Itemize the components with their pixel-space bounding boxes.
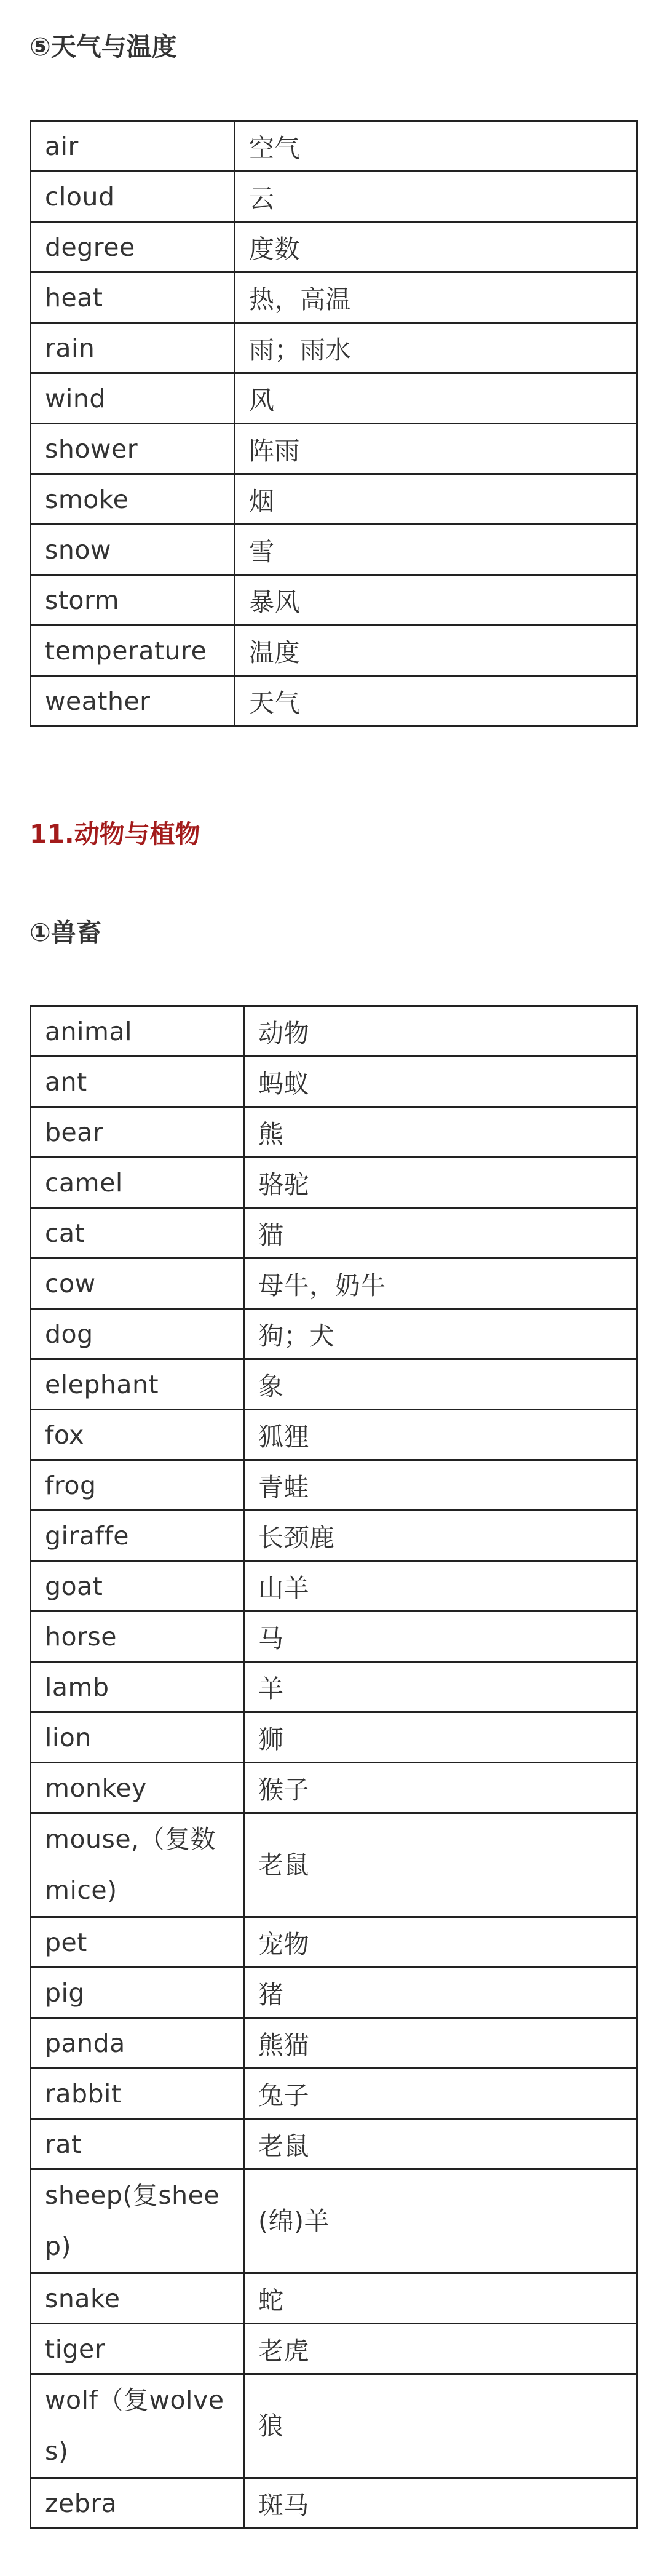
table-row xyxy=(31,1612,638,1662)
table-row xyxy=(31,1158,638,1208)
chinese-meaning-cell: 母牛，奶牛 xyxy=(244,1258,638,1309)
table-row xyxy=(31,1057,638,1107)
chinese-meaning-cell: 斑马 xyxy=(244,2478,638,2529)
table-row xyxy=(31,1917,638,1968)
chinese-meaning-cell: 蚂蚁 xyxy=(244,1057,638,1107)
weather-vocab-table xyxy=(30,120,638,727)
english-word-cell: ant xyxy=(31,1057,244,1107)
english-word-cell: fox xyxy=(31,1410,244,1460)
table-row xyxy=(31,2324,638,2374)
english-word-cell: smoke xyxy=(31,474,235,525)
table-row xyxy=(31,1460,638,1511)
english-word-cell: elephant xyxy=(31,1359,244,1410)
animals-subheading: ①兽畜 xyxy=(30,918,101,947)
english-word-cell: frog xyxy=(31,1460,244,1511)
chinese-meaning-cell: 骆驼 xyxy=(244,1158,638,1208)
chinese-meaning-cell: 雨；雨水 xyxy=(235,323,638,373)
chinese-meaning-cell: 山羊 xyxy=(244,1561,638,1612)
english-word-cell: bear xyxy=(31,1107,244,1158)
english-word-cell: wind xyxy=(31,373,235,424)
chinese-meaning-cell: 热，高温 xyxy=(235,272,638,323)
table-row xyxy=(31,1561,638,1612)
table-row xyxy=(31,1410,638,1460)
english-word-cell: animal xyxy=(31,1006,244,1057)
english-word-cell: cat xyxy=(31,1208,244,1258)
english-word-cell: storm xyxy=(31,575,235,626)
table-row xyxy=(31,575,638,626)
chinese-meaning-cell: 猴子 xyxy=(244,1763,638,1813)
chinese-meaning-cell: 暴风 xyxy=(235,575,638,626)
chinese-meaning-cell: 雪 xyxy=(235,525,638,575)
table-row xyxy=(31,525,638,575)
table-row xyxy=(31,1309,638,1359)
chinese-meaning-cell: 狼 xyxy=(244,2374,638,2478)
chinese-meaning-cell: 温度 xyxy=(235,626,638,676)
english-word-cell: tiger xyxy=(31,2324,244,2374)
english-word-cell: cow xyxy=(31,1258,244,1309)
english-word-cell: giraffe xyxy=(31,1511,244,1561)
english-word-cell: weather xyxy=(31,676,235,726)
chinese-meaning-cell: 羊 xyxy=(244,1662,638,1712)
english-word-cell: rain xyxy=(31,323,235,373)
english-word-cell: monkey xyxy=(31,1763,244,1813)
chinese-meaning-cell: 风 xyxy=(235,373,638,424)
english-word-cell: lamb xyxy=(31,1662,244,1712)
table-row xyxy=(31,1208,638,1258)
animals-plants-section-title: 11.动物与植物 xyxy=(30,819,200,849)
chinese-meaning-cell: 长颈鹿 xyxy=(244,1511,638,1561)
english-word-cell: rabbit xyxy=(31,2069,244,2119)
chinese-meaning-cell: 青蛙 xyxy=(244,1460,638,1511)
english-word-cell: lion xyxy=(31,1712,244,1763)
table-row xyxy=(31,2119,638,2169)
english-word-cell: temperature xyxy=(31,626,235,676)
chinese-meaning-cell: 宠物 xyxy=(244,1917,638,1968)
chinese-meaning-cell: 空气 xyxy=(235,121,638,172)
english-word-cell: zebra xyxy=(31,2478,244,2529)
chinese-meaning-cell: 烟 xyxy=(235,474,638,525)
table-row xyxy=(31,424,638,474)
chinese-meaning-cell: 象 xyxy=(244,1359,638,1410)
english-word-cell: shower xyxy=(31,424,235,474)
english-word-cell: cloud xyxy=(31,172,235,222)
table-row xyxy=(31,373,638,424)
chinese-meaning-cell: 狗；犬 xyxy=(244,1309,638,1359)
chinese-meaning-cell: 狐狸 xyxy=(244,1410,638,1460)
table-row xyxy=(31,222,638,272)
table-row xyxy=(31,2273,638,2324)
table-row xyxy=(31,121,638,172)
table-row xyxy=(31,1359,638,1410)
table-row xyxy=(31,474,638,525)
table-row xyxy=(31,1258,638,1309)
table-row xyxy=(31,1763,638,1813)
chinese-meaning-cell: 云 xyxy=(235,172,638,222)
chinese-meaning-cell: 马 xyxy=(244,1612,638,1662)
table-row xyxy=(31,626,638,676)
table-row xyxy=(31,2169,638,2273)
chinese-meaning-cell: 猪 xyxy=(244,1968,638,2018)
chinese-meaning-cell: 阵雨 xyxy=(235,424,638,474)
animals-vocab-table xyxy=(30,1005,638,2529)
table-row xyxy=(31,2069,638,2119)
chinese-meaning-cell: 老虎 xyxy=(244,2324,638,2374)
table-row xyxy=(31,1006,638,1057)
table-row xyxy=(31,676,638,726)
english-word-cell: pet xyxy=(31,1917,244,1968)
table-row xyxy=(31,1662,638,1712)
chinese-meaning-cell: 熊猫 xyxy=(244,2018,638,2069)
table-row xyxy=(31,1968,638,2018)
chinese-meaning-cell: 老鼠 xyxy=(244,1813,638,1917)
english-word-cell: camel xyxy=(31,1158,244,1208)
chinese-meaning-cell: 动物 xyxy=(244,1006,638,1057)
table-row xyxy=(31,2374,638,2478)
english-word-cell: horse xyxy=(31,1612,244,1662)
table-row xyxy=(31,172,638,222)
chinese-meaning-cell: 天气 xyxy=(235,676,638,726)
english-word-cell: snake xyxy=(31,2273,244,2324)
weather-subheading: ⑤天气与温度 xyxy=(30,32,177,62)
chinese-meaning-cell: (绵)羊 xyxy=(244,2169,638,2273)
chinese-meaning-cell: 熊 xyxy=(244,1107,638,1158)
english-word-cell: sheep(复sheep) xyxy=(31,2169,244,2273)
chinese-meaning-cell: 兔子 xyxy=(244,2069,638,2119)
english-word-cell: goat xyxy=(31,1561,244,1612)
english-word-cell: wolf（复wolves) xyxy=(31,2374,244,2478)
table-row xyxy=(31,1107,638,1158)
english-word-cell: dog xyxy=(31,1309,244,1359)
chinese-meaning-cell: 老鼠 xyxy=(244,2119,638,2169)
english-word-cell: panda xyxy=(31,2018,244,2069)
english-word-cell: snow xyxy=(31,525,235,575)
english-word-cell: air xyxy=(31,121,235,172)
english-word-cell: degree xyxy=(31,222,235,272)
english-word-cell: rat xyxy=(31,2119,244,2169)
table-row xyxy=(31,2018,638,2069)
chinese-meaning-cell: 度数 xyxy=(235,222,638,272)
english-word-cell: heat xyxy=(31,272,235,323)
table-row xyxy=(31,1511,638,1561)
chinese-meaning-cell: 猫 xyxy=(244,1208,638,1258)
table-row xyxy=(31,323,638,373)
table-row xyxy=(31,1813,638,1917)
table-row xyxy=(31,1712,638,1763)
english-word-cell: pig xyxy=(31,1968,244,2018)
table-row xyxy=(31,272,638,323)
english-word-cell: mouse,（复数 mice) xyxy=(31,1813,244,1917)
table-row xyxy=(31,2478,638,2529)
chinese-meaning-cell: 狮 xyxy=(244,1712,638,1763)
chinese-meaning-cell: 蛇 xyxy=(244,2273,638,2324)
